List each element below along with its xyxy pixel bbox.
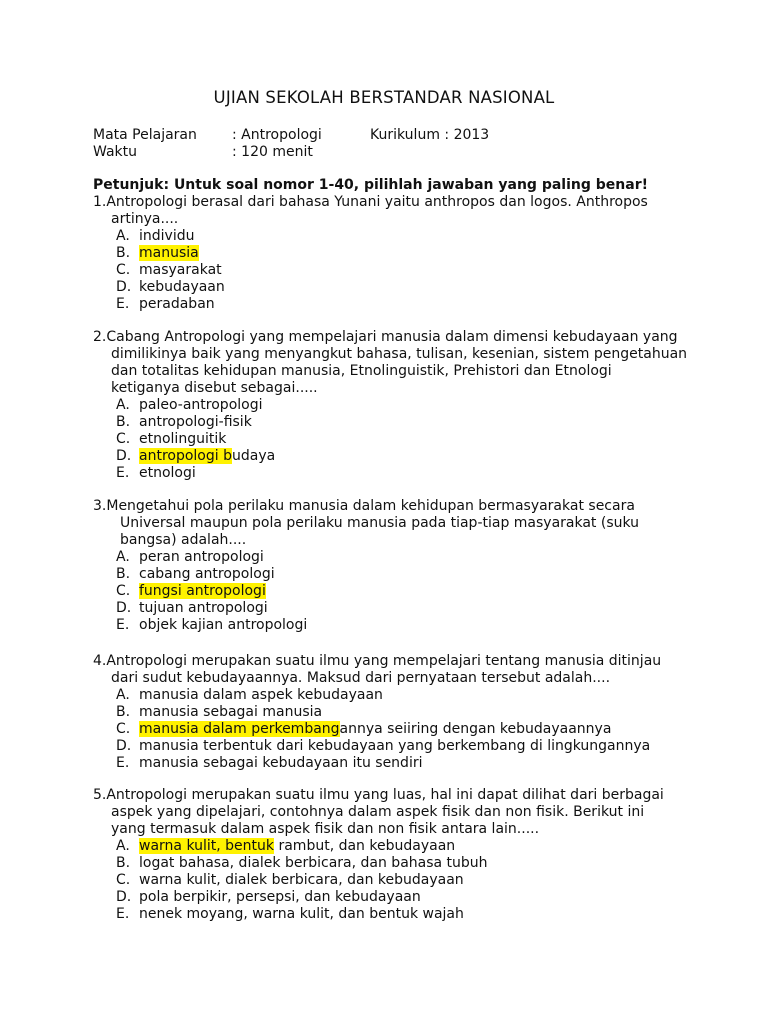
option-letter: E. [116, 296, 130, 312]
curriculum-label: Kurikulum : 2013 [370, 127, 490, 143]
question-stem-line: Universal maupun pola perilaku manusia pada tiap-tiap masyarakat (suku [120, 515, 640, 531]
question-stem-line: dimilikinya baik yang menyangkut bahasa, tulisan, kesenian, sistem pengetahuan [111, 346, 688, 362]
highlighted-answer-text: manusia dalam perkembang [139, 721, 340, 737]
option-text: annya seiiring dengan kebudayaannya [339, 721, 612, 737]
option-text: antropologi-fisik [139, 414, 252, 430]
question-5 [93, 787, 693, 923]
option-letter: C. [116, 721, 131, 737]
answer-option [93, 889, 693, 906]
answer-option [93, 465, 693, 482]
option-letter: D. [116, 600, 132, 616]
question-2 [93, 329, 693, 482]
option-text: etnologi [139, 465, 196, 481]
option-text: masyarakat [139, 262, 222, 278]
answer-option [93, 872, 693, 889]
option-text: peradaban [139, 296, 215, 312]
option-letter: A. [116, 397, 130, 413]
question-number: 5. [93, 787, 107, 803]
answer-option [93, 687, 693, 704]
answer-option [93, 414, 693, 431]
option-text: etnolinguitik [139, 431, 227, 447]
option-text: rambut, dan kebudayaan [274, 838, 456, 854]
question-stem-line: ketiganya disebut sebagai..... [111, 380, 318, 396]
question-stem-line: dari sudut kebudayaannya. Maksud dari pernyataan tersebut adalah.... [111, 670, 611, 686]
instruction-text: : Untuk soal nomor 1-40, pilihlah jawaban yang paling benar! [163, 177, 648, 193]
answer-option [93, 583, 693, 600]
option-letter: A. [116, 838, 130, 854]
subject-label: Mata Pelajaran [93, 127, 197, 143]
question-number: 2. [93, 329, 107, 345]
answer-option [93, 755, 693, 772]
question-text: Antropologi berasal dari bahasa Yunani yaitu anthropos dan logos. Anthropos [106, 194, 648, 210]
question-number: 3. [93, 498, 107, 514]
answer-option [93, 600, 693, 617]
option-letter: B. [116, 704, 131, 720]
question-stem-line: yang termasuk dalam aspek fisik dan non fisik antara lain..... [111, 821, 540, 837]
option-letter: C. [116, 262, 131, 278]
answer-option [93, 721, 693, 738]
option-letter: C. [116, 431, 131, 447]
option-letter: E. [116, 906, 130, 922]
question-stem-line: bangsa) adalah.... [120, 532, 247, 548]
question-stem-line [93, 653, 693, 670]
option-text: manusia dalam aspek kebudayaan [139, 687, 383, 703]
answer-option [93, 549, 693, 566]
option-text: warna kulit, dialek berbicara, dan kebudayaan [139, 872, 464, 888]
answer-option [93, 738, 693, 755]
question-text: Mengetahui pola perilaku manusia dalam kehidupan bermasyarakat secara [106, 498, 635, 514]
question-4 [93, 653, 693, 772]
option-text: nenek moyang, warna kulit, dan bentuk wajah [139, 906, 464, 922]
question-1 [93, 194, 693, 313]
option-letter: D. [116, 279, 132, 295]
option-letter: B. [116, 566, 131, 582]
question-stem-line: aspek yang dipelajari, contohnya dalam aspek fisik dan non fisik. Berikut ini [111, 804, 645, 820]
answer-option [93, 855, 693, 872]
option-text: logat bahasa, dialek berbicara, dan bahasa tubuh [139, 855, 488, 871]
option-letter: C. [116, 583, 131, 599]
option-text: objek kajian antropologi [139, 617, 308, 633]
question-stem-line: artinya.... [111, 211, 179, 227]
question-stem-line: dan totalitas kehidupan manusia, Etnolinguistik, Prehistori dan Etnologi [111, 363, 612, 379]
option-letter: C. [116, 872, 131, 888]
question-3 [93, 498, 693, 634]
answer-option [93, 704, 693, 721]
instructions [93, 177, 648, 194]
answer-option [93, 228, 693, 245]
option-letter: A. [116, 549, 130, 565]
option-letter: E. [116, 465, 130, 481]
option-text: pola berpikir, persepsi, dan kebudayaan [139, 889, 421, 905]
question-text: Antropologi merupakan suatu ilmu yang luas, hal ini dapat dilihat dari berbagai [106, 787, 664, 803]
option-text: manusia sebagai kebudayaan itu sendiri [139, 755, 423, 771]
answer-option [93, 566, 693, 583]
subject-value: : Antropologi [232, 127, 322, 143]
option-text: cabang antropologi [139, 566, 275, 582]
option-letter: B. [116, 855, 131, 871]
option-text: tujuan antropologi [139, 600, 268, 616]
answer-option [93, 617, 693, 634]
highlighted-answer-text: fungsi antropologi [139, 583, 266, 599]
option-letter: A. [116, 687, 130, 703]
highlighted-answer-text: antropologi b [139, 448, 232, 464]
question-stem-line [93, 194, 693, 211]
answer-option [93, 296, 693, 313]
option-letter: E. [116, 617, 130, 633]
option-letter: D. [116, 738, 132, 754]
option-text: peran antropologi [139, 549, 264, 565]
question-text: Antropologi merupakan suatu ilmu yang mempelajari tentang manusia ditinjau [106, 653, 662, 669]
option-letter: E. [116, 755, 130, 771]
option-letter: D. [116, 889, 132, 905]
option-letter: D. [116, 448, 132, 464]
highlighted-answer-text: warna kulit, bentuk [139, 838, 275, 854]
question-stem-line [93, 329, 693, 346]
answer-option [93, 431, 693, 448]
time-label: Waktu [93, 144, 137, 160]
option-letter: A. [116, 228, 130, 244]
answer-option [93, 397, 693, 414]
answer-option [93, 245, 693, 262]
option-text: manusia terbentuk dari kebudayaan yang berkembang di lingkungannya [139, 738, 651, 754]
time-value: : 120 menit [232, 144, 313, 160]
question-text: Cabang Antropologi yang mempelajari manusia dalam dimensi kebudayaan yang [106, 329, 678, 345]
answer-option [93, 448, 693, 465]
highlighted-answer-text: manusia [139, 245, 199, 261]
page-title: UJIAN SEKOLAH BERSTANDAR NASIONAL [213, 88, 555, 107]
question-stem-line [93, 787, 693, 804]
question-number: 4. [93, 653, 107, 669]
option-text: manusia sebagai manusia [139, 704, 323, 720]
option-text: paleo-antropologi [139, 397, 263, 413]
answer-option [93, 838, 693, 855]
option-letter: B. [116, 245, 131, 261]
answer-option [93, 262, 693, 279]
question-stem-line [93, 498, 693, 515]
option-text: kebudayaan [139, 279, 225, 295]
answer-option [93, 279, 693, 296]
answer-option [93, 906, 693, 923]
option-text: individu [139, 228, 195, 244]
option-letter: B. [116, 414, 131, 430]
instruction-label: Petunjuk [93, 177, 164, 193]
question-number: 1. [93, 194, 107, 210]
option-text: udaya [231, 448, 276, 464]
